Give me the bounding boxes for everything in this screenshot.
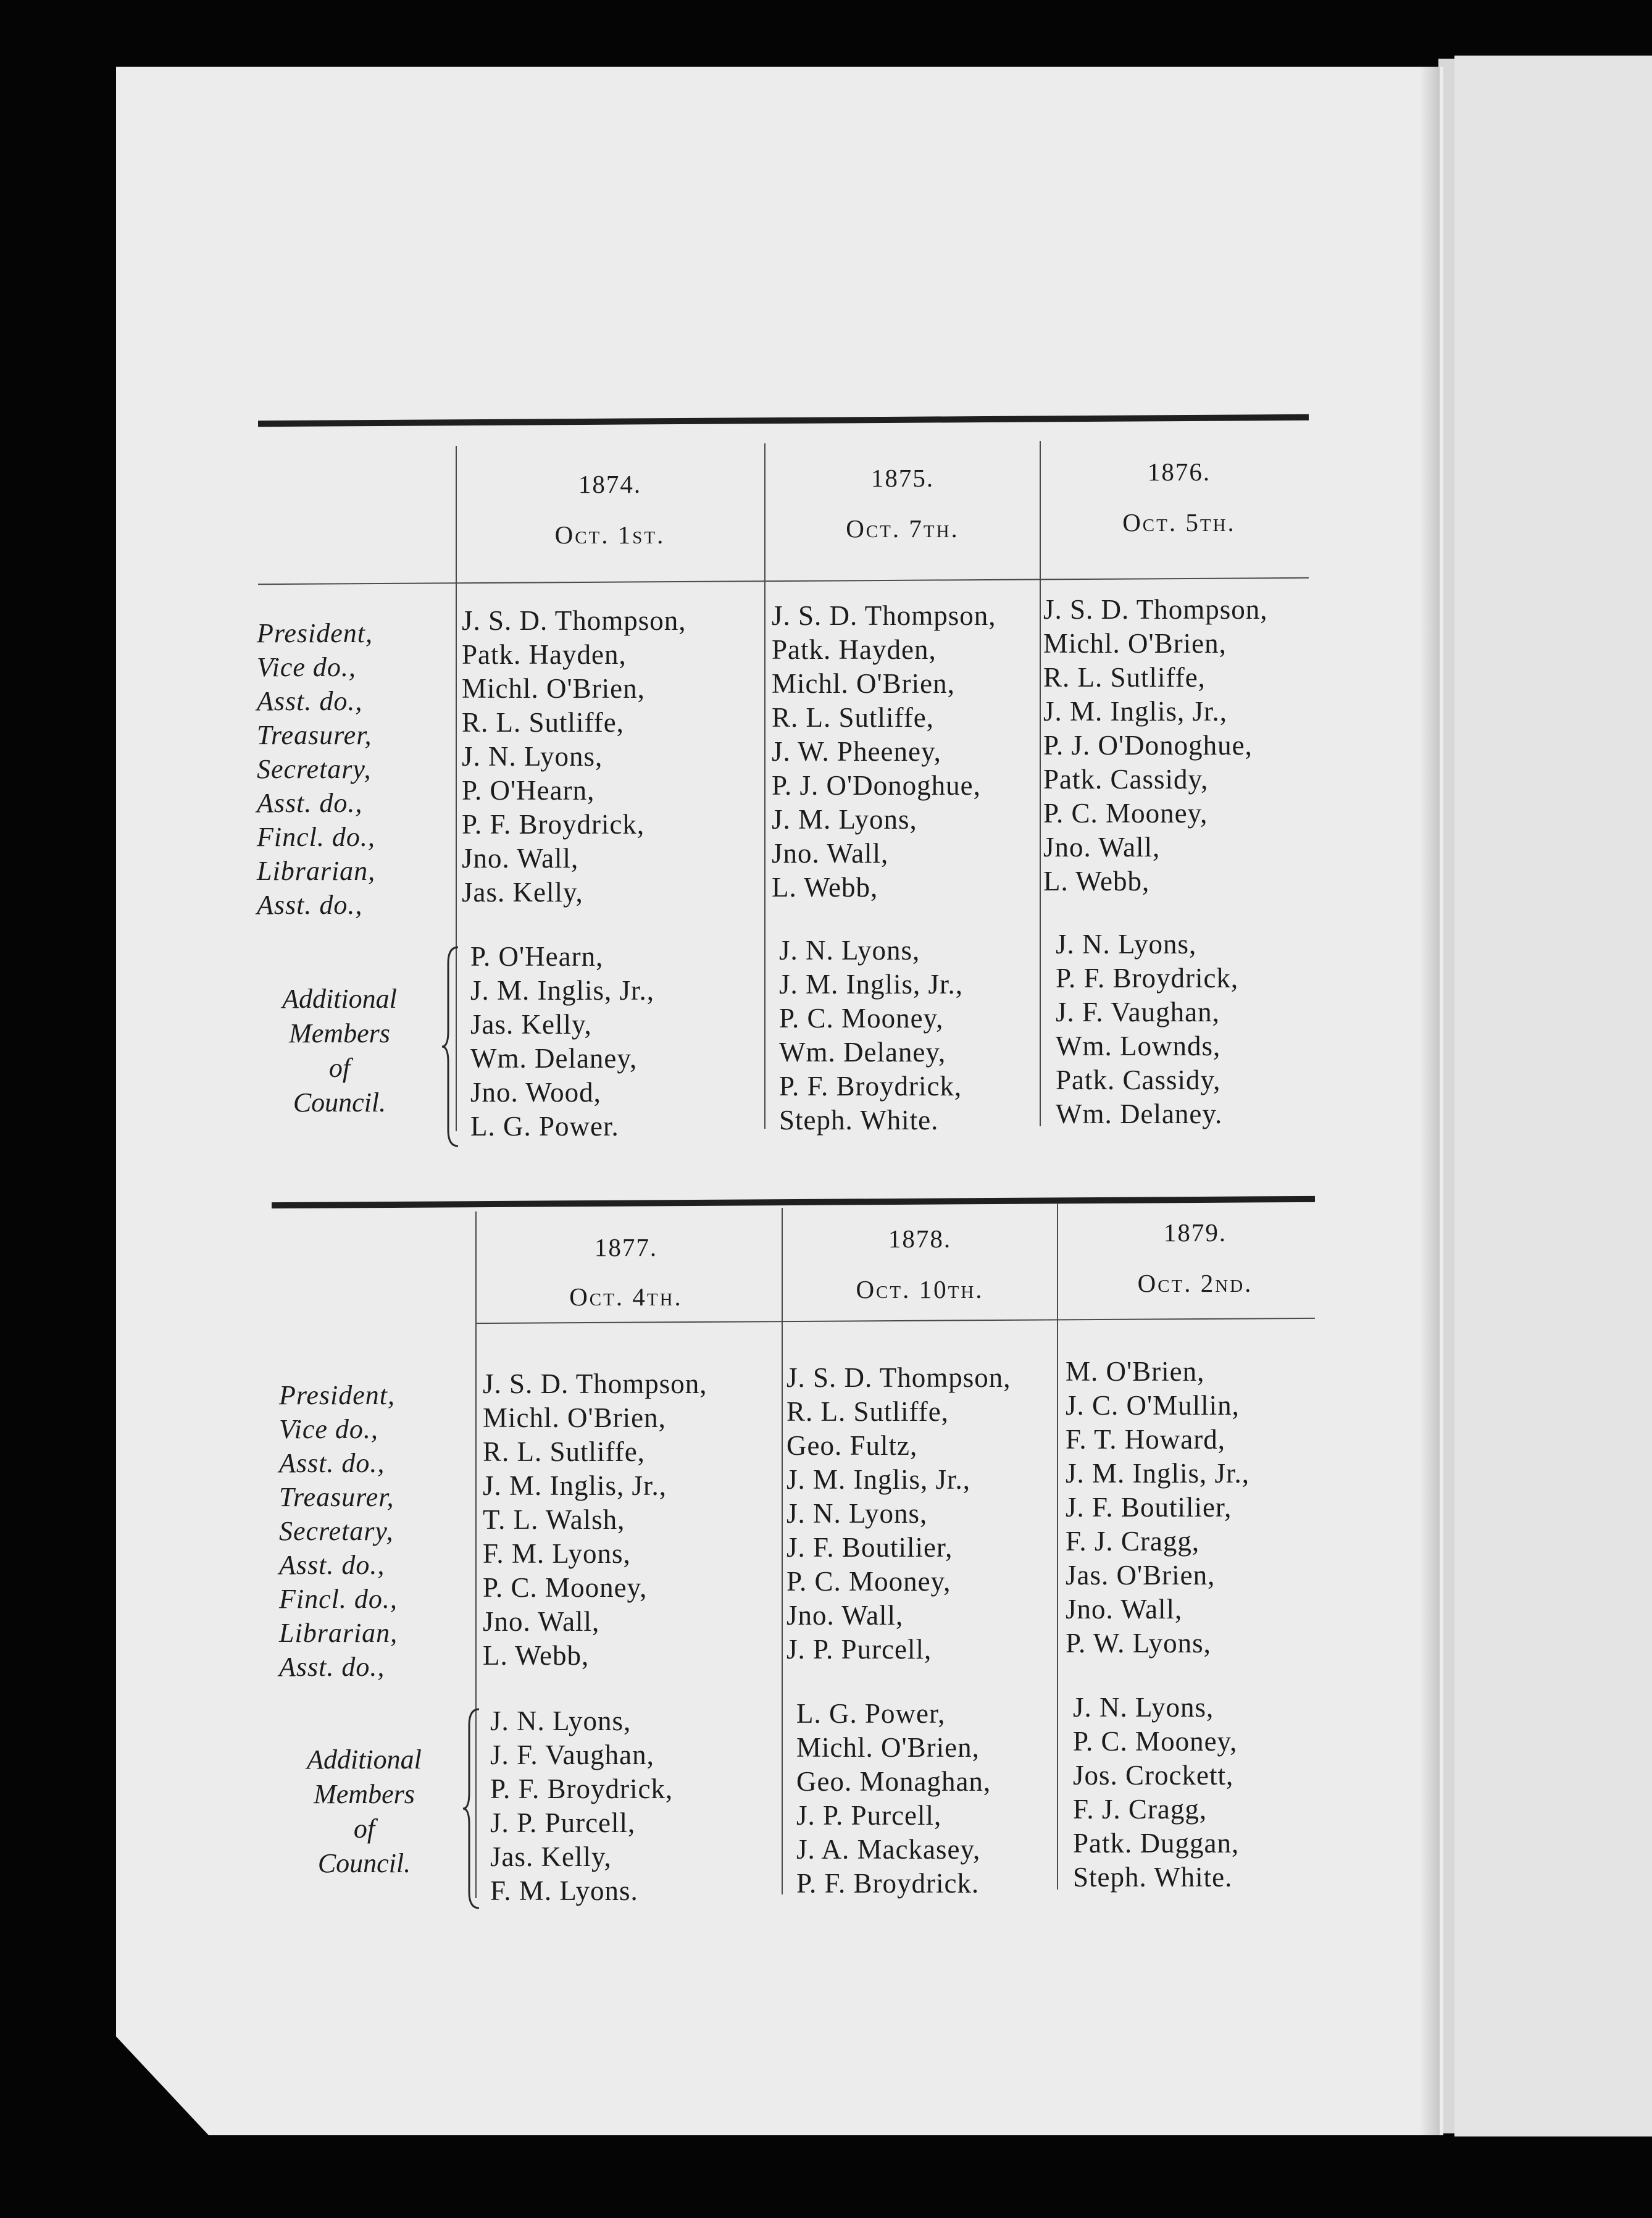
- council-column-1879: [1073, 1691, 1239, 1894]
- year-heading: 1878.: [888, 1224, 952, 1253]
- officer-name: Jno. Wall,: [772, 838, 889, 869]
- council-name: J. A. Mackasey,: [796, 1834, 981, 1865]
- officer-name: J. S. D. Thompson,: [772, 600, 996, 631]
- officer-name: J. S. D. Thompson,: [786, 1362, 1011, 1393]
- council-name: Jas. Kelly,: [490, 1841, 612, 1872]
- officer-name: P. W. Lyons,: [1066, 1628, 1211, 1659]
- column-divider: [782, 1208, 783, 1894]
- officer-name: J. M. Inglis, Jr.,: [1066, 1458, 1250, 1489]
- council-name: Geo. Monaghan,: [796, 1766, 991, 1797]
- officer-name: Jas. Kelly,: [462, 877, 583, 908]
- officer-name: J. F. Boutilier,: [786, 1532, 953, 1563]
- council-name: P. F. Broydrick,: [779, 1071, 962, 1102]
- officers-column-1874: [462, 604, 686, 910]
- officer-label: President,: [279, 1380, 395, 1410]
- officer-name: P. O'Hearn,: [462, 775, 595, 806]
- officer-name: P. J. O'Donoghue,: [772, 770, 981, 801]
- council-name: Steph. White.: [1073, 1862, 1233, 1893]
- council-name: J. N. Lyons,: [1073, 1692, 1214, 1723]
- officer-name: J. M. Inglis, Jr.,: [1043, 696, 1228, 727]
- officer-name: J. M. Inglis, Jr.,: [786, 1464, 971, 1495]
- officer-name: J. C. O'Mullin,: [1066, 1390, 1240, 1421]
- year-heading: 1876.: [1147, 458, 1211, 486]
- council-label-line: of: [353, 1814, 375, 1844]
- council-name: L. G. Power,: [796, 1698, 946, 1729]
- council-name: J. F. Vaughan,: [1056, 997, 1220, 1027]
- officer-name: F. T. Howard,: [1066, 1424, 1225, 1455]
- year-heading: 1879.: [1163, 1218, 1227, 1247]
- officers-column-1876: [1043, 593, 1267, 898]
- council-name: J. P. Purcell,: [490, 1807, 636, 1838]
- officer-name: R. L. Sutliffe,: [786, 1396, 949, 1427]
- council-label-line: Additional: [282, 984, 397, 1014]
- officer-name: J. S. D. Thompson,: [483, 1368, 707, 1399]
- officer-name: J. W. Pheeney,: [772, 736, 941, 767]
- council-label: [247, 982, 432, 1120]
- officer-name: Jno. Wall,: [462, 843, 579, 874]
- officer-name: J. N. Lyons,: [462, 741, 603, 772]
- council-column-1877: [490, 1704, 673, 1908]
- council-name: J. N. Lyons,: [490, 1705, 632, 1736]
- officers-column-1875: [772, 599, 996, 905]
- officer-label: President,: [257, 618, 373, 648]
- council-name: P. C. Mooney,: [1073, 1726, 1238, 1757]
- facing-page: [1454, 56, 1652, 2136]
- council-label: [272, 1743, 457, 1881]
- council-name: P. F. Broydrick.: [796, 1868, 980, 1899]
- officer-label: Secretary,: [279, 1516, 394, 1546]
- year-heading: 1877.: [594, 1233, 658, 1262]
- officer-name: L. Webb,: [1043, 866, 1150, 897]
- officer-name: P. F. Broydrick,: [462, 809, 645, 840]
- officers-column-1877: [483, 1367, 707, 1673]
- council-name: J. P. Purcell,: [796, 1800, 942, 1831]
- council-label-line: Members: [289, 1018, 390, 1048]
- council-label-line: Council.: [317, 1848, 411, 1878]
- officer-name: P. C. Mooney,: [786, 1566, 951, 1597]
- council-name: Wm. Lownds,: [1056, 1031, 1221, 1061]
- officer-name: J. F. Boutilier,: [1066, 1492, 1232, 1523]
- officer-name: J. S. D. Thompson,: [462, 605, 686, 636]
- officer-name: Michl. O'Brien,: [772, 668, 955, 699]
- council-column-1878: [796, 1697, 991, 1901]
- council-name: L. G. Power.: [470, 1111, 619, 1142]
- council-label-line: Members: [314, 1779, 415, 1809]
- officer-name: J. N. Lyons,: [786, 1498, 928, 1529]
- officer-label: Secretary,: [257, 754, 372, 784]
- meeting-date: Oct. 7th.: [846, 514, 959, 543]
- column-divider: [1057, 1203, 1058, 1889]
- officer-name: J. P. Purcell,: [786, 1634, 932, 1665]
- officers-column-1879: [1066, 1355, 1249, 1660]
- officer-name: R. L. Sutliffe,: [462, 707, 624, 738]
- council-name: Patk. Duggan,: [1073, 1828, 1240, 1859]
- page-fold-shadow: [1420, 67, 1440, 2135]
- officer-name: J. M. Inglis, Jr.,: [483, 1470, 667, 1501]
- brace-icon: [461, 1707, 485, 1910]
- officer-label: Librarian,: [279, 1618, 398, 1648]
- council-name: Jas. Kelly,: [470, 1009, 592, 1040]
- council-name: Jno. Wood,: [470, 1077, 601, 1108]
- officer-name: T. L. Walsh,: [483, 1504, 625, 1535]
- officer-label: Vice do.,: [279, 1414, 378, 1444]
- officer-name: Jno. Wall,: [786, 1600, 904, 1631]
- year-heading: 1875.: [870, 464, 935, 492]
- council-name: Jos. Crockett,: [1073, 1760, 1234, 1791]
- officer-label: Fincl. do.,: [279, 1584, 398, 1614]
- officer-name: Jno. Wall,: [1043, 832, 1161, 863]
- officer-name: Jas. O'Brien,: [1066, 1560, 1216, 1591]
- council-column-1876: [1056, 927, 1238, 1131]
- column-divider: [764, 443, 766, 1129]
- officer-name: L. Webb,: [483, 1640, 590, 1671]
- meeting-date: Oct. 4th.: [569, 1283, 683, 1311]
- council-name: Steph. White.: [779, 1105, 939, 1136]
- officer-name: L. Webb,: [772, 872, 878, 903]
- officer-label: Vice do.,: [257, 652, 356, 682]
- officer-name: R. L. Sutliffe,: [772, 702, 934, 733]
- council-name: Wm. Delaney,: [470, 1043, 638, 1074]
- officer-name: Patk. Hayden,: [462, 639, 627, 670]
- officer-name: F. J. Cragg,: [1066, 1526, 1200, 1557]
- brace-icon: [440, 945, 464, 1149]
- officer-label: Asst. do.,: [279, 1652, 385, 1682]
- council-name: J. M. Inglis, Jr.,: [779, 969, 964, 1000]
- council-name: P. C. Mooney,: [779, 1003, 944, 1034]
- council-name: J. N. Lyons,: [779, 935, 920, 966]
- officer-name: P. C. Mooney,: [483, 1572, 648, 1603]
- column-divider: [1040, 441, 1041, 1126]
- council-name: Michl. O'Brien,: [796, 1732, 980, 1763]
- officer-labels: [279, 1378, 398, 1684]
- council-name: J. M. Inglis, Jr.,: [470, 975, 655, 1006]
- council-label-line: of: [328, 1053, 351, 1083]
- officer-label: Asst. do.,: [257, 686, 363, 716]
- officer-name: J. S. D. Thompson,: [1043, 594, 1268, 625]
- officer-name: R. L. Sutliffe,: [1043, 662, 1206, 693]
- council-name: Patk. Cassidy,: [1056, 1065, 1221, 1095]
- council-name: P. F. Broydrick,: [1056, 963, 1239, 994]
- council-label-line: Additional: [307, 1744, 422, 1775]
- officer-name: P. J. O'Donoghue,: [1043, 730, 1253, 761]
- officer-name: P. C. Mooney,: [1043, 798, 1208, 829]
- officer-name: F. M. Lyons,: [483, 1538, 631, 1569]
- officer-name: Jno. Wall,: [1066, 1594, 1183, 1625]
- officer-name: Patk. Cassidy,: [1043, 764, 1209, 795]
- officer-label: Treasurer,: [257, 720, 372, 750]
- council-name: J. N. Lyons,: [1056, 929, 1197, 960]
- officer-label: Asst. do.,: [279, 1550, 385, 1580]
- council-label-line: Council.: [293, 1087, 386, 1118]
- council-name: P. O'Hearn,: [470, 941, 604, 972]
- officer-label: Fincl. do.,: [257, 822, 375, 852]
- council-name: F. J. Cragg,: [1073, 1794, 1208, 1825]
- officer-name: J. M. Lyons,: [772, 804, 917, 835]
- officer-name: R. L. Sutliffe,: [483, 1436, 645, 1467]
- meeting-date: Oct. 1st.: [554, 521, 665, 549]
- year-heading: 1874.: [578, 470, 642, 498]
- council-name: P. F. Broydrick,: [490, 1773, 674, 1804]
- officer-name: Jno. Wall,: [483, 1606, 600, 1637]
- officer-name: Michl. O'Brien,: [483, 1402, 666, 1433]
- meeting-date: Oct. 5th.: [1122, 508, 1236, 537]
- council-column-1874: [470, 940, 654, 1144]
- council-name: Wm. Delaney,: [779, 1037, 946, 1068]
- officer-name: Michl. O'Brien,: [1043, 628, 1227, 659]
- officer-label: Asst. do.,: [279, 1448, 385, 1478]
- officer-label: Asst. do.,: [257, 890, 363, 920]
- council-column-1875: [779, 934, 963, 1137]
- officer-label: Librarian,: [257, 856, 376, 886]
- officer-name: Michl. O'Brien,: [462, 673, 645, 704]
- meeting-date: Oct. 2nd.: [1137, 1269, 1253, 1297]
- officer-label: Treasurer,: [279, 1482, 394, 1512]
- officer-name: Geo. Fultz,: [786, 1430, 918, 1461]
- officer-labels: [257, 616, 375, 922]
- officers-column-1878: [786, 1361, 1011, 1667]
- council-name: Wm. Delaney.: [1056, 1099, 1223, 1129]
- officer-name: Patk. Hayden,: [772, 634, 937, 665]
- officer-name: M. O'Brien,: [1066, 1356, 1205, 1387]
- officer-label: Asst. do.,: [257, 788, 363, 818]
- council-name: F. M. Lyons.: [490, 1875, 638, 1906]
- council-name: J. F. Vaughan,: [490, 1739, 654, 1770]
- meeting-date: Oct. 10th.: [856, 1275, 984, 1304]
